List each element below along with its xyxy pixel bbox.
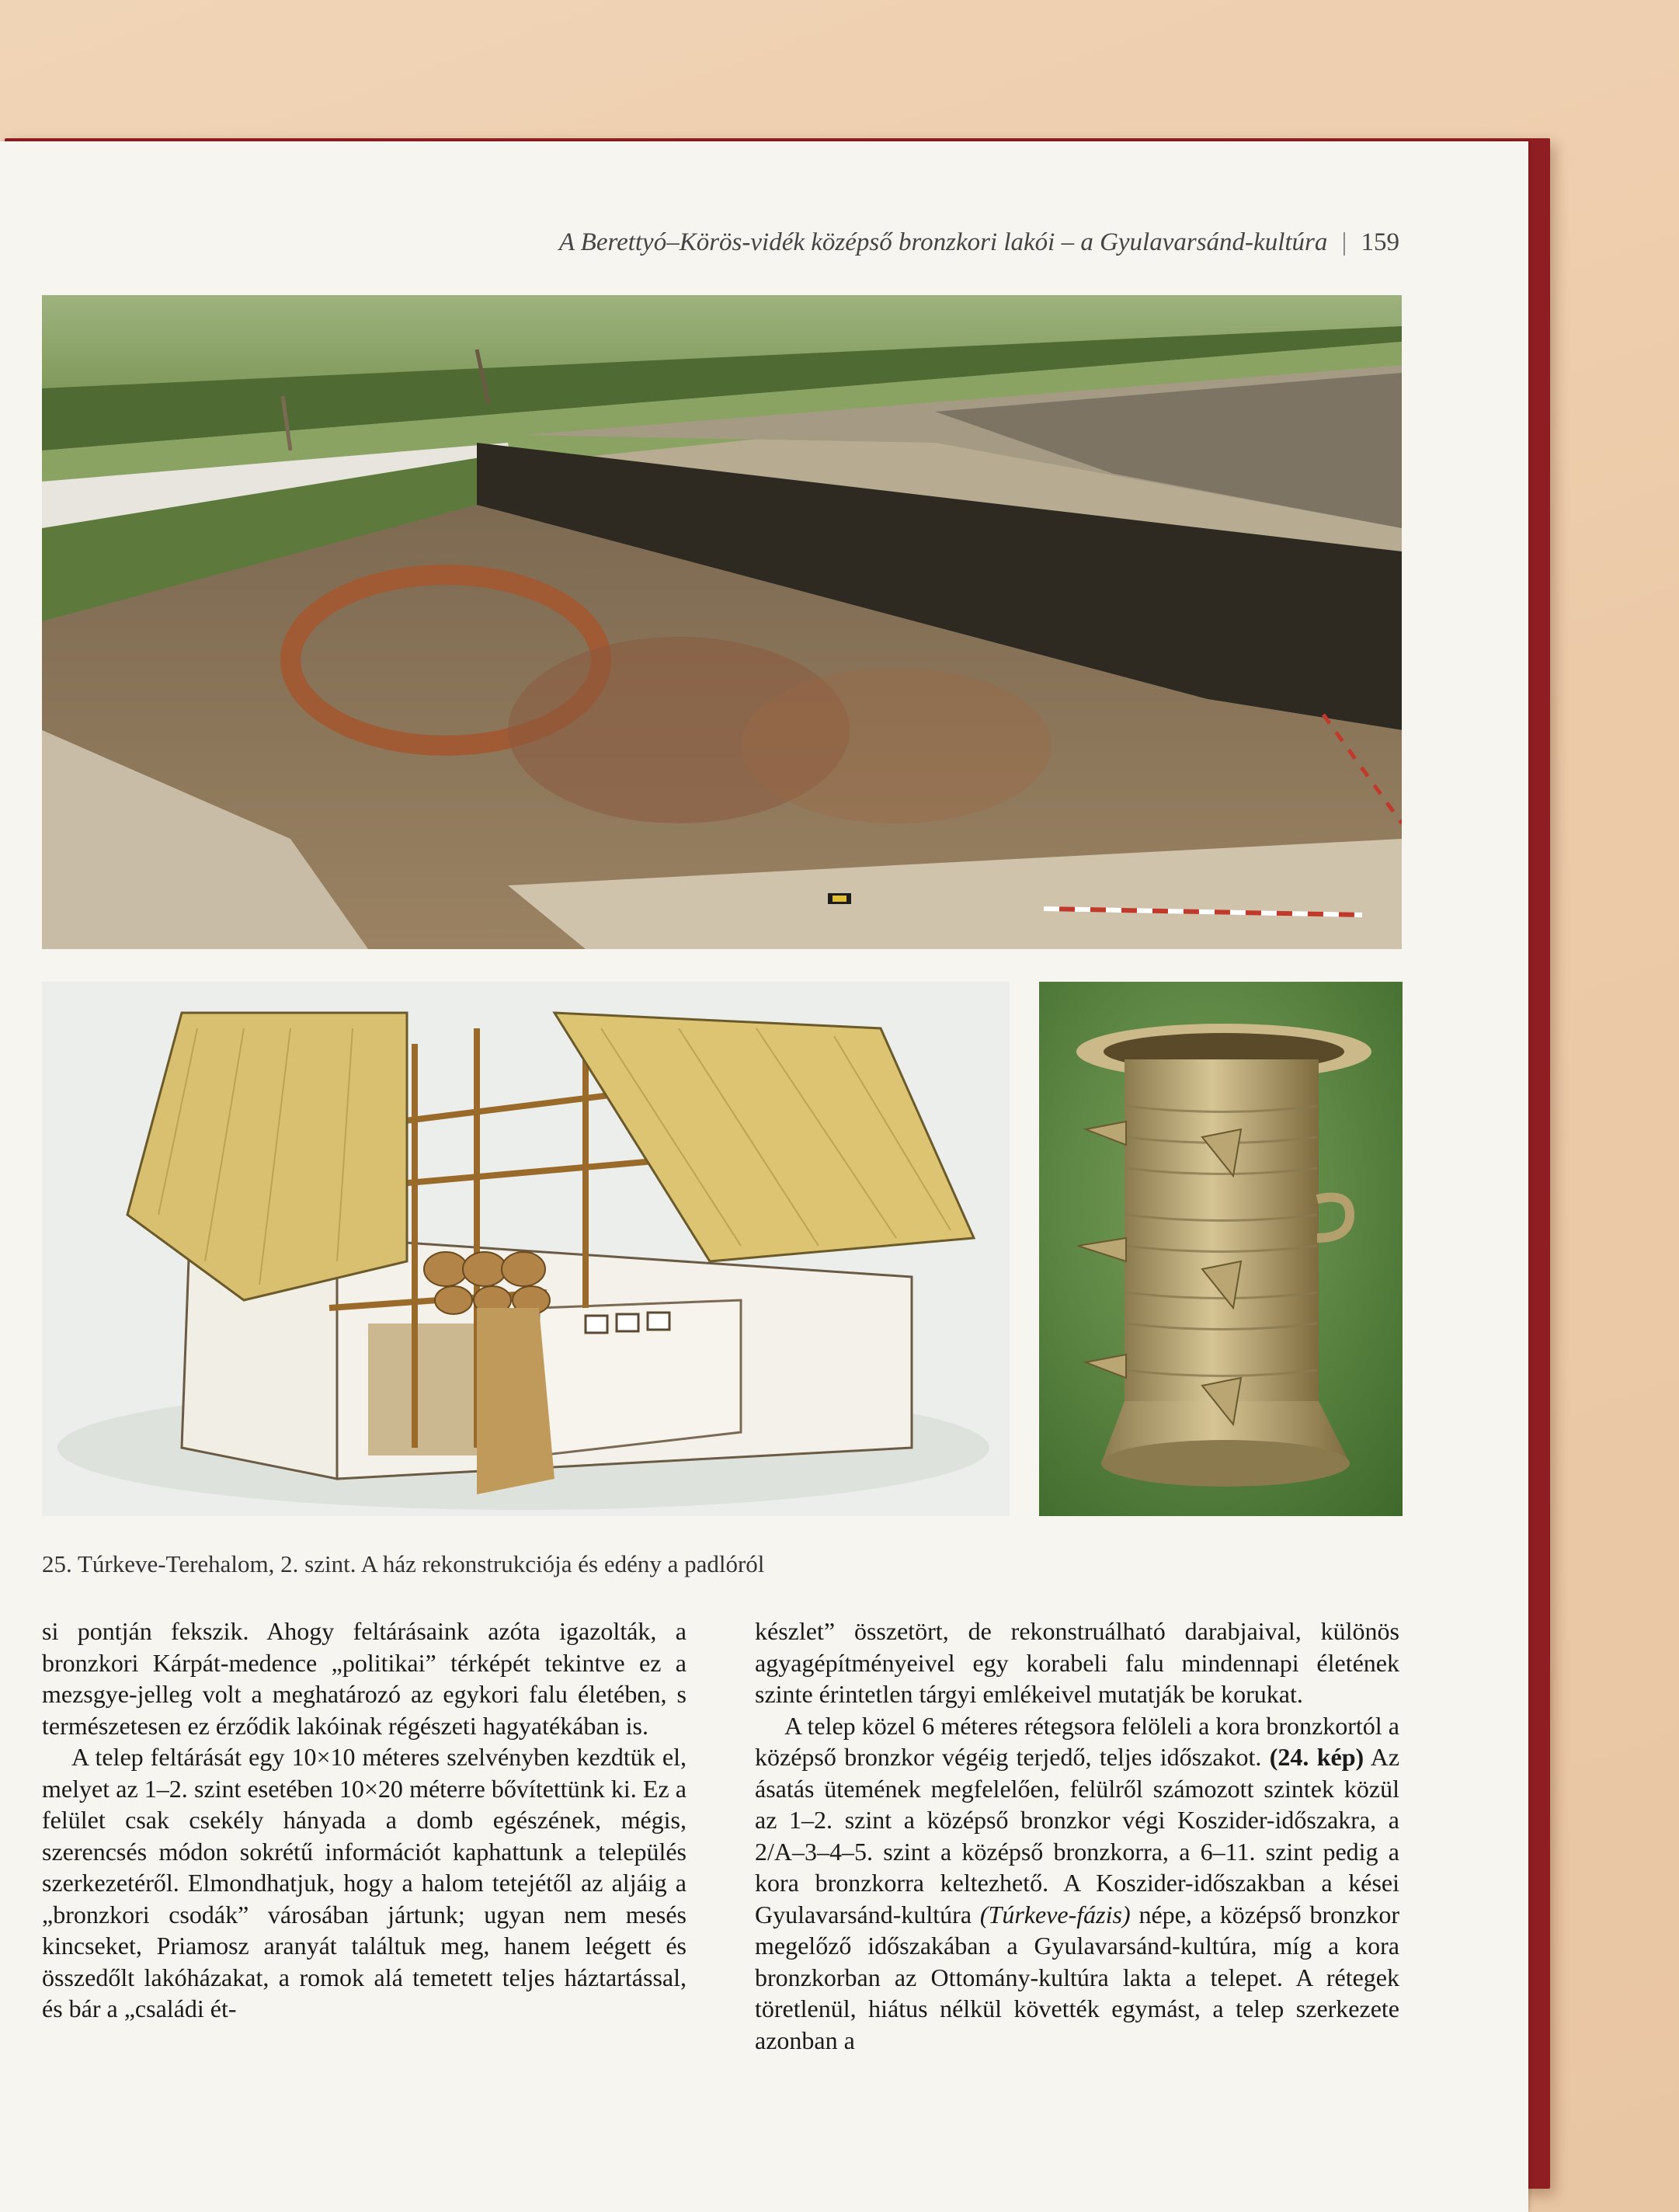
left-paragraph-2: A telep feltárását egy 10×10 méteres szelvényben kezdtük el, melyet az 1–2. szint esetében 10×20 méterre bővítettünk ki. Ez a felület csak csekély hányada a domb egészének, mégis, szerencsés módon sokrétű információt kaphattunk a település szerkezetéről. Elmondhatjuk, hogy a halom tetejétől az aljáig a „bronzkori csodák” városában jártunk; ugyan nem mesés kincseket, Priamosz aranyát találtuk meg, hanem leégett és összedőlt lakóházakat, a romok alá temetett teljes háztartással, és bár a „családi ét- <box>42 1743 687 2022</box>
running-title: A Berettyó–Körös-vidék középső bronzkori lakói – a Gyulavarsánd-kultúra <box>558 228 1328 256</box>
excavation-photo <box>42 295 1402 949</box>
right-paragraph-2-part-a: A telep közel 6 méteres rétegsora felöleli a kora bronzkortól a középső bronzkor végéig terjedő, teljes időszakot. <box>755 1711 1399 1771</box>
header-separator: | <box>1341 228 1347 256</box>
right-paragraph-2-part-b: Az ásatás ütemének megfelelően, felülről számozott szintek közül az 1–2. szint a középső bronzkor végi Koszider-időszakra, a 2/A–3–4–5. szint a középső bronzkorra, a 6–11. szint pedig a kora bronzkorra keltezhető. A Koszider-időszakban a kései Gyulavarsánd-kultúra <box>755 1743 1400 1929</box>
book-page <box>0 141 1528 2212</box>
running-header <box>559 228 1399 257</box>
right-paragraph-2-part-c: népe, a középső bronzkor megelőző időszakában a Gyulavarsánd-kultúra, míg a kora bronzkorban az Ottomány-kultúra lakta a telepet. A rétegek töretlenül, hiátus nélkül követték egymást, a telep szerkezete azonban a <box>755 1900 1400 2054</box>
house-reconstruction <box>42 982 1010 1516</box>
right-paragraph-2 <box>755 1710 1399 2057</box>
page-number: 159 <box>1361 228 1399 256</box>
excavation-site-photo-icon <box>42 295 1402 949</box>
left-paragraph-1: si pontján fekszik. Ahogy feltárásaink azóta igazolták, a bronzkori Kárpát-medence „politikai” térképét tekintve ez a mezsgye-jelleg volt a meghatározó az egykori falu életében, s természetesen ez érződik lakóinak régészeti hagyatékában is. <box>42 1617 687 1740</box>
figure-reference: (24. kép) <box>1269 1743 1364 1771</box>
text-column-right <box>755 1616 1399 2056</box>
text-column-left <box>42 1616 687 2025</box>
right-paragraph-1: készlet” összetört, de rekonstruálható darabjaival, különös agyagépítményeivel egy korabeli falu mindennapi életének szinte érintetlen tárgyi emlékeivel mutatják be korukat. <box>755 1617 1399 1708</box>
vessel-photo <box>1039 982 1403 1516</box>
ceramic-vessel-photo-icon <box>1039 982 1403 1516</box>
figure-caption: 25. Túrkeve-Terehalom, 2. szint. A ház rekonstrukciója és edény a padlóról <box>42 1550 765 1577</box>
phase-name: (Túrkeve-fázis) <box>979 1900 1131 1929</box>
house-reconstruction-drawing-icon <box>42 982 1010 1516</box>
